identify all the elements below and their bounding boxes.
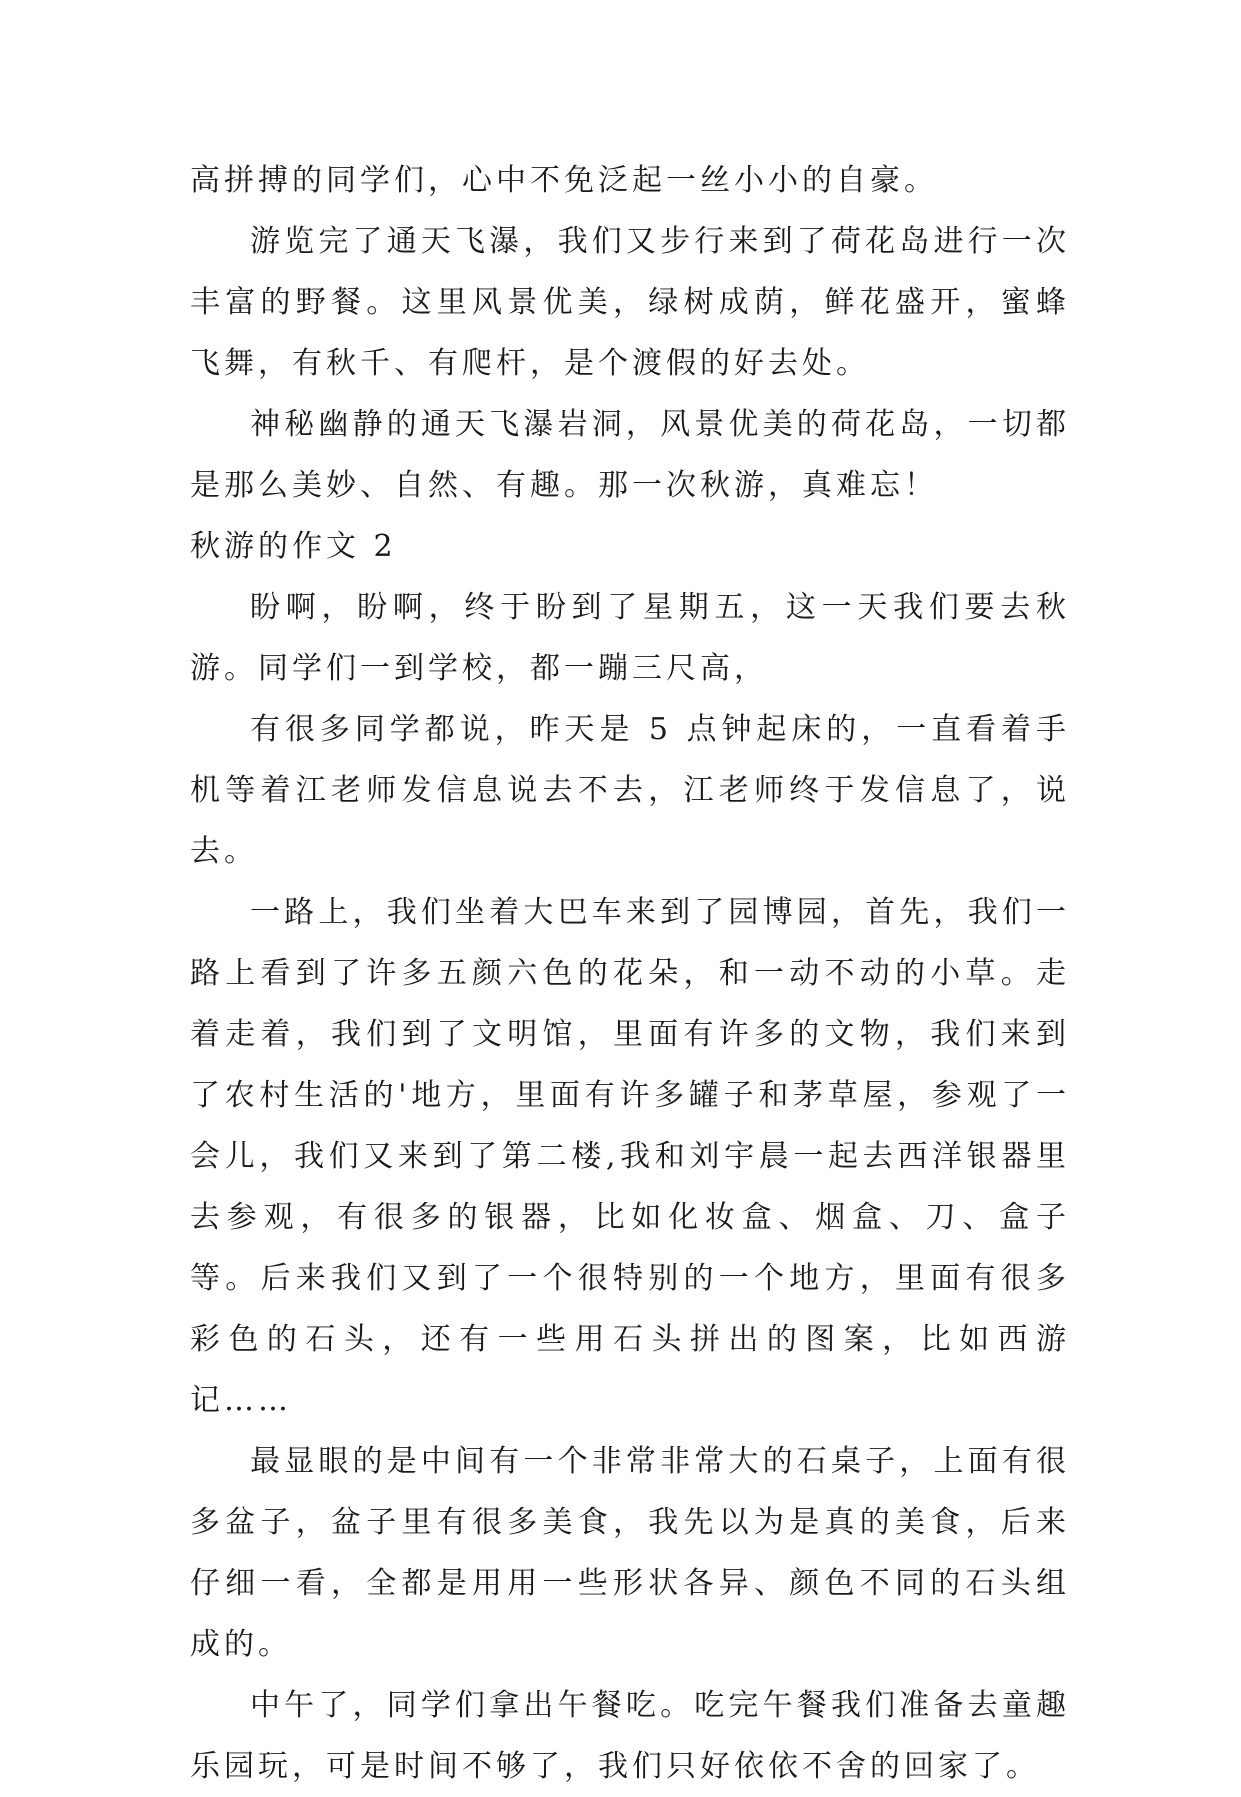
document-body [190, 150, 1070, 1797]
paragraph: 最显眼的是中间有一个非常非常大的石桌子，上面有很多盆子，盆子里有很多美食，我先以为是真的美食，后来仔细一看，全都是用用一些形状各异、颜色不同的石头组成的。 [190, 1444, 1070, 1662]
paragraph: 一路上，我们坐着大巴车来到了园博园，首先，我们一路上看到了许多五颜六色的花朵，和一动不动的小草。走着走着，我们到了文明馆，里面有许多的文物，我们来到了农村生活的'地方，里面有许多罐子和茅草屋，参观了一会儿，我们又来到了第二楼,我和刘宇晨一起去西洋银器里去参观，有很多的银器，比如化妆盒、烟盒、刀、盒子等。后来我们又到了一个很特别的一个地方，里面有很多彩色的石头，还有一些用石头拼出的图案，比如西游记…… [190, 895, 1070, 1418]
section-title: 秋游的作文 2 [190, 529, 397, 564]
paragraph: 游览完了通天飞瀑，我们又步行来到了荷花岛进行一次丰富的野餐。这里风景优美，绿树成荫，鲜花盛开，蜜蜂飞舞，有秋千、有爬杆，是个渡假的好去处。 [190, 224, 1070, 381]
paragraph: 高拼搏的同学们，心中不免泛起一丝小小的自豪。 [190, 163, 938, 198]
paragraph: 神秘幽静的通天飞瀑岩洞，风景优美的荷花岛，一切都是那么美妙、自然、有趣。那一次秋游，真难忘！ [190, 407, 1070, 503]
paragraph: 盼啊，盼啊，终于盼到了星期五，这一天我们要去秋游。同学们一到学校，都一蹦三尺高， [190, 590, 1070, 686]
paragraph: 有很多同学都说，昨天是 5 点钟起床的，一直看着手机等着江老师发信息说去不去，江老师终于发信息了，说去。 [190, 712, 1070, 869]
paragraph: 中午了，同学们拿出午餐吃。吃完午餐我们准备去童趣乐园玩，可是时间不够了，我们只好依依不舍的回家了。 [190, 1688, 1070, 1784]
